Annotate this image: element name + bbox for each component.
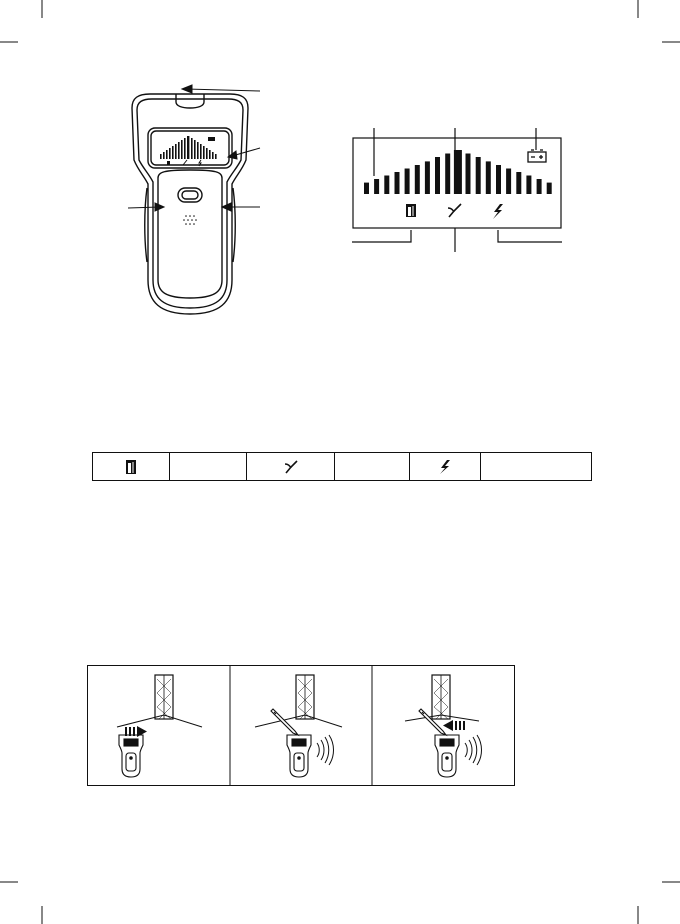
- display-bar: [537, 179, 542, 194]
- stud-block: [155, 675, 173, 719]
- arrow-left-icon: [182, 85, 192, 93]
- display-bar: [435, 157, 440, 194]
- mode-cell-ac: [410, 453, 481, 481]
- arrow-left-icon: [443, 720, 465, 731]
- display-bar: [454, 150, 462, 194]
- display-bar: [415, 165, 420, 194]
- mode-cell-ac-text: [481, 453, 592, 481]
- display-bar: [374, 179, 379, 194]
- steps-figure: [87, 665, 515, 786]
- mode-cell-stud-text: [170, 453, 247, 481]
- stud-block: [432, 675, 450, 719]
- stud-icon: [123, 459, 139, 475]
- mode-cell-metal: [247, 453, 335, 481]
- stud-icon: [406, 204, 416, 217]
- stud-block: [296, 675, 314, 719]
- display-bar: [476, 157, 481, 194]
- display-bar: [405, 169, 410, 195]
- display-bar: [506, 169, 511, 195]
- mode-cell-stud: [93, 453, 170, 481]
- mode-table: [92, 452, 592, 481]
- scanner-device: [119, 735, 143, 777]
- display-bar: [364, 183, 369, 194]
- display-bar: [486, 161, 491, 194]
- ac-voltage-icon: [493, 204, 503, 219]
- display-figure: [350, 124, 565, 254]
- metal-icon: [448, 204, 461, 217]
- display-bar: [395, 172, 400, 194]
- display-bar: [516, 172, 521, 194]
- step-panel-3: [405, 675, 482, 777]
- display-bar-graph: [364, 150, 552, 194]
- display-bar: [466, 154, 471, 195]
- display-bar: [547, 183, 552, 194]
- display-bar: [425, 161, 430, 194]
- sound-waves-icon: [465, 735, 482, 765]
- metal-icon: [283, 459, 299, 475]
- table-row: [93, 453, 592, 481]
- display-bar: [384, 176, 389, 195]
- display-bar: [445, 154, 450, 195]
- display-bar: [496, 165, 501, 194]
- scanner-device: [287, 735, 311, 777]
- sound-waves-icon: [317, 735, 334, 765]
- ac-voltage-icon: [437, 459, 453, 475]
- display-bar: [526, 176, 531, 195]
- mode-cell-metal-text: [335, 453, 410, 481]
- battery-icon: [528, 150, 546, 162]
- scanner-device: [435, 735, 459, 777]
- step-panel-1: [117, 675, 202, 777]
- device-callouts: [100, 80, 270, 230]
- step-panel-2: [255, 675, 342, 777]
